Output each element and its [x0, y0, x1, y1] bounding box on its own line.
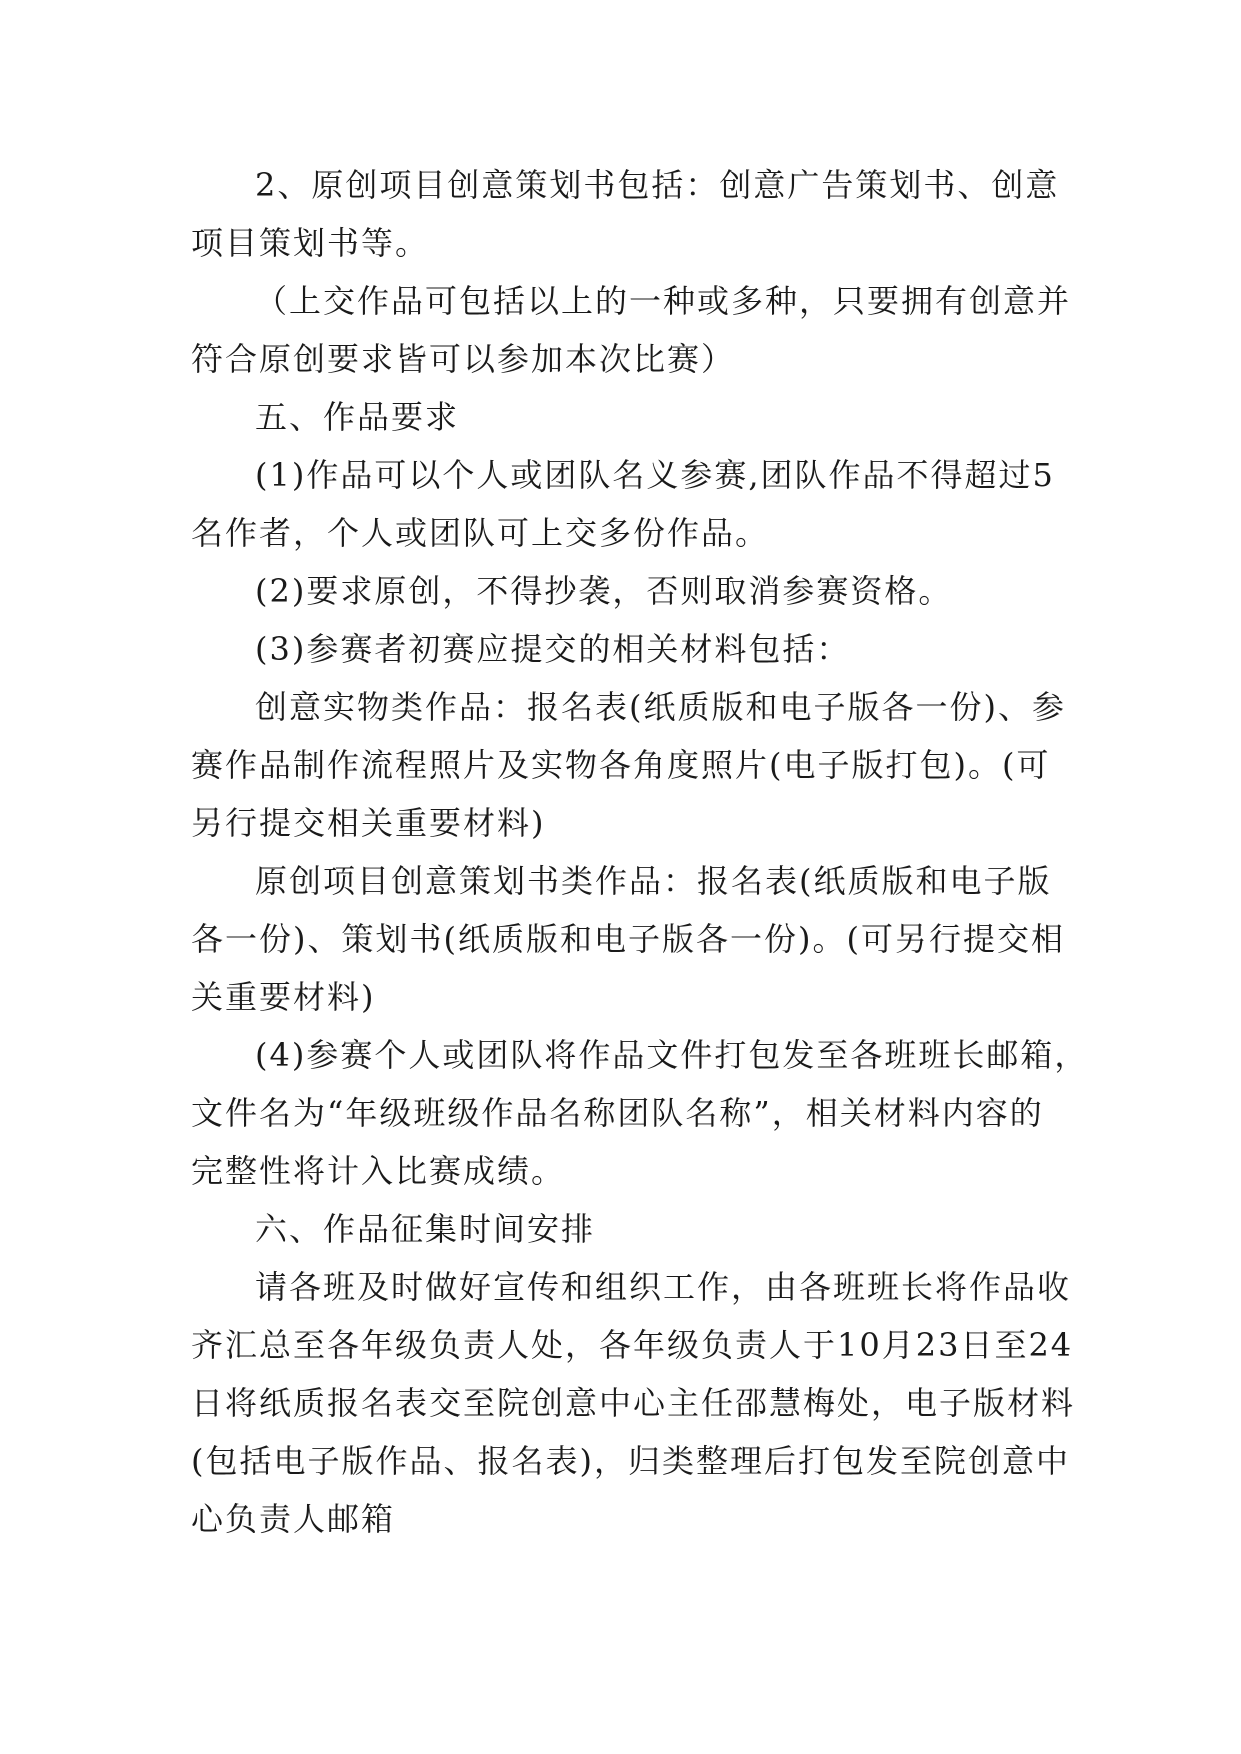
- text-line: (包括电子版作品、报名表)，归类整理后打包发至院创意中: [191, 1442, 1070, 1480]
- text-line: 请各班及时做好宣传和组织工作，由各班班长将作品收: [255, 1268, 1072, 1306]
- text-line: 项目策划书等。: [191, 224, 430, 262]
- text-line: 原创项目创意策划书类作品：报名表(纸质版和电子版: [255, 862, 1052, 900]
- text-line: (3)参赛者初赛应提交的相关材料包括：: [255, 630, 851, 668]
- text-line: (2)要求原创，不得抄袭，否则取消参赛资格。: [255, 572, 953, 610]
- text-line: 另行提交相关重要材料): [191, 804, 546, 842]
- section-heading: 六、作品征集时间安排: [255, 1210, 596, 1248]
- text-line: (4)参赛个人或团队将作品文件打包发至各班班长邮箱，: [255, 1036, 1089, 1074]
- section-heading: 五、作品要求: [255, 398, 460, 436]
- text-line: （上交作品可包括以上的一种或多种，只要拥有创意并: [255, 282, 1072, 320]
- text-line: 符合原创要求皆可以参加本次比赛）: [191, 340, 736, 378]
- text-line: 各一份)、策划书(纸质版和电子版各一份)。(可另行提交相: [191, 920, 1065, 958]
- text-line: 日将纸质报名表交至院创意中心主任邵慧梅处，电子版材料: [191, 1384, 1076, 1422]
- text-line: 创意实物类作品：报名表(纸质版和电子版各一份)、参: [255, 688, 1066, 726]
- text-line: 齐汇总至各年级负责人处，各年级负责人于10月23日至24: [191, 1326, 1074, 1364]
- text-line: 心负责人邮箱: [191, 1500, 396, 1538]
- text-line: 完整性将计入比赛成绩。: [191, 1152, 566, 1190]
- text-line: 文件名为“年级班级作品名称团队名称”，相关材料内容的: [191, 1094, 1044, 1132]
- text-line: (1)作品可以个人或团队名义参赛,团队作品不得超过5: [255, 456, 1055, 494]
- text-line: 2、原创项目创意策划书包括：创意广告策划书、创意: [255, 166, 1060, 204]
- text-line: 名作者，个人或团队可上交多份作品。: [191, 514, 770, 552]
- text-line: 赛作品制作流程照片及实物各角度照片(电子版打包)。(可: [191, 746, 1051, 784]
- text-line: 关重要材料): [191, 978, 376, 1016]
